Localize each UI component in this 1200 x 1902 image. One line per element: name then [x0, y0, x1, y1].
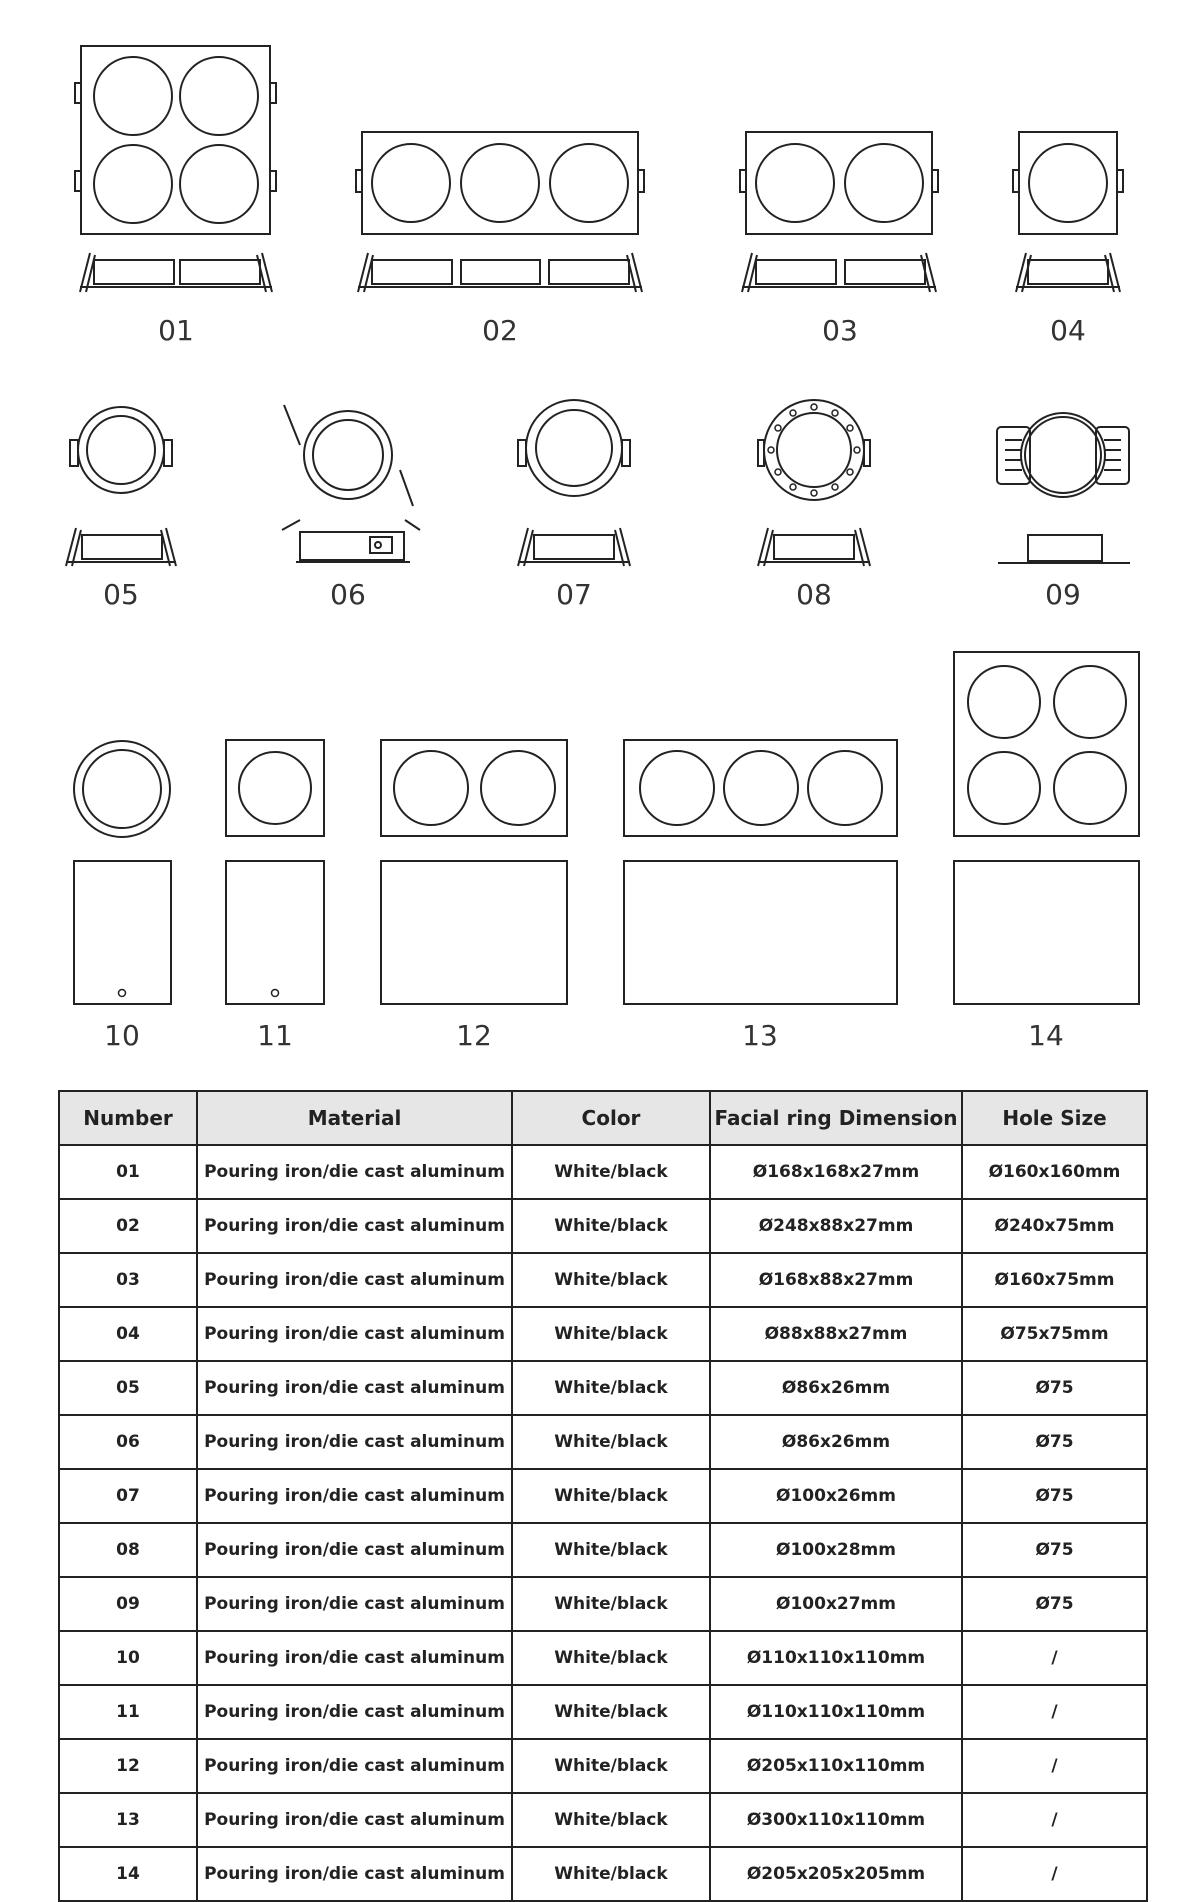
product-05-drawing	[66, 407, 176, 611]
product-label: 08	[796, 578, 832, 611]
cell-hole-size: Ø75	[962, 1469, 1147, 1523]
cell-color: White/black	[512, 1145, 710, 1199]
table-row	[59, 1793, 1147, 1847]
table-row	[59, 1199, 1147, 1253]
table-row	[59, 1361, 1147, 1415]
cell-dimension: Ø110x110x110mm	[710, 1685, 962, 1739]
cell-material: Pouring iron/die cast aluminum	[197, 1739, 512, 1793]
table-row	[59, 1739, 1147, 1793]
product-08-drawing	[758, 400, 870, 611]
cell-dimension: Ø100x28mm	[710, 1523, 962, 1577]
cell-color: White/black	[512, 1253, 710, 1307]
product-label: 07	[556, 578, 592, 611]
cell-material: Pouring iron/die cast aluminum	[197, 1469, 512, 1523]
table-row	[59, 1415, 1147, 1469]
cell-number: 04	[59, 1307, 197, 1361]
cell-number: 07	[59, 1469, 197, 1523]
header-number: Number	[59, 1091, 197, 1145]
cell-dimension: Ø168x88x27mm	[710, 1253, 962, 1307]
cell-dimension: Ø86x26mm	[710, 1361, 962, 1415]
product-label: 10	[104, 1019, 140, 1052]
table-row	[59, 1145, 1147, 1199]
cell-material: Pouring iron/die cast aluminum	[197, 1793, 512, 1847]
product-01-drawing	[75, 46, 276, 347]
cell-dimension: Ø205x110x110mm	[710, 1739, 962, 1793]
cell-color: White/black	[512, 1739, 710, 1793]
table-row	[59, 1631, 1147, 1685]
product-09-drawing	[997, 413, 1130, 611]
cell-material: Pouring iron/die cast aluminum	[197, 1199, 512, 1253]
cell-number: 12	[59, 1739, 197, 1793]
cell-number: 13	[59, 1793, 197, 1847]
cell-color: White/black	[512, 1469, 710, 1523]
cell-material: Pouring iron/die cast aluminum	[197, 1685, 512, 1739]
cell-hole-size: /	[962, 1685, 1147, 1739]
cell-number: 02	[59, 1199, 197, 1253]
cell-hole-size: Ø75	[962, 1361, 1147, 1415]
cell-number: 10	[59, 1631, 197, 1685]
cell-color: White/black	[512, 1577, 710, 1631]
product-label: 05	[103, 578, 139, 611]
product-label: 06	[330, 578, 366, 611]
cell-dimension: Ø205x205x205mm	[710, 1847, 962, 1901]
cell-color: White/black	[512, 1415, 710, 1469]
product-label: 04	[1050, 314, 1086, 347]
cell-material: Pouring iron/die cast aluminum	[197, 1253, 512, 1307]
product-label: 11	[257, 1019, 293, 1052]
product-03-drawing	[740, 132, 938, 347]
cell-dimension: Ø300x110x110mm	[710, 1793, 962, 1847]
cell-material: Pouring iron/die cast aluminum	[197, 1631, 512, 1685]
cell-hole-size: /	[962, 1847, 1147, 1901]
cell-material: Pouring iron/die cast aluminum	[197, 1415, 512, 1469]
cell-dimension: Ø86x26mm	[710, 1415, 962, 1469]
header-hole-size: Hole Size	[962, 1091, 1147, 1145]
product-label: 03	[822, 314, 858, 347]
product-04-drawing	[1013, 132, 1123, 347]
cell-hole-size: Ø75	[962, 1523, 1147, 1577]
product-label: 14	[1028, 1019, 1064, 1052]
cell-material: Pouring iron/die cast aluminum	[197, 1361, 512, 1415]
cell-color: White/black	[512, 1631, 710, 1685]
product-07-drawing	[518, 400, 630, 611]
cell-number: 05	[59, 1361, 197, 1415]
table-row	[59, 1307, 1147, 1361]
product-10-drawing	[74, 741, 171, 1052]
product-12-drawing	[381, 740, 567, 1052]
cell-hole-size: Ø75x75mm	[962, 1307, 1147, 1361]
cell-color: White/black	[512, 1199, 710, 1253]
cell-hole-size: Ø160x75mm	[962, 1253, 1147, 1307]
cell-dimension: Ø248x88x27mm	[710, 1199, 962, 1253]
cell-number: 09	[59, 1577, 197, 1631]
cell-color: White/black	[512, 1523, 710, 1577]
cell-dimension: Ø88x88x27mm	[710, 1307, 962, 1361]
product-06-drawing	[282, 405, 420, 611]
cell-hole-size: /	[962, 1631, 1147, 1685]
cell-hole-size: /	[962, 1793, 1147, 1847]
cell-color: White/black	[512, 1793, 710, 1847]
table-row	[59, 1523, 1147, 1577]
cell-color: White/black	[512, 1685, 710, 1739]
cell-number: 08	[59, 1523, 197, 1577]
product-14-drawing	[954, 652, 1139, 1052]
cell-color: White/black	[512, 1847, 710, 1901]
cell-number: 11	[59, 1685, 197, 1739]
product-13-drawing	[624, 740, 897, 1052]
cell-hole-size: Ø75	[962, 1415, 1147, 1469]
product-02-drawing	[356, 132, 644, 347]
cell-hole-size: Ø75	[962, 1577, 1147, 1631]
cell-material: Pouring iron/die cast aluminum	[197, 1145, 512, 1199]
cell-hole-size: /	[962, 1739, 1147, 1793]
cell-dimension: Ø110x110x110mm	[710, 1631, 962, 1685]
cell-material: Pouring iron/die cast aluminum	[197, 1577, 512, 1631]
table-header-row	[59, 1091, 1147, 1145]
cell-color: White/black	[512, 1361, 710, 1415]
product-11-drawing	[226, 740, 324, 1052]
table-row	[59, 1253, 1147, 1307]
table-row	[59, 1577, 1147, 1631]
cell-number: 06	[59, 1415, 197, 1469]
header-facial-ring-dimension: Facial ring Dimension	[710, 1091, 962, 1145]
product-label: 01	[158, 314, 194, 347]
product-label: 12	[456, 1019, 492, 1052]
spec-table	[58, 1090, 1148, 1902]
table-row	[59, 1469, 1147, 1523]
cell-material: Pouring iron/die cast aluminum	[197, 1847, 512, 1901]
cell-number: 14	[59, 1847, 197, 1901]
cell-hole-size: Ø160x160mm	[962, 1145, 1147, 1199]
product-label: 13	[742, 1019, 778, 1052]
cell-dimension: Ø100x26mm	[710, 1469, 962, 1523]
header-material: Material	[197, 1091, 512, 1145]
table-row	[59, 1847, 1147, 1901]
product-label: 02	[482, 314, 518, 347]
cell-dimension: Ø168x168x27mm	[710, 1145, 962, 1199]
cell-number: 01	[59, 1145, 197, 1199]
table-row	[59, 1685, 1147, 1739]
cell-material: Pouring iron/die cast aluminum	[197, 1307, 512, 1361]
cell-material: Pouring iron/die cast aluminum	[197, 1523, 512, 1577]
header-color: Color	[512, 1091, 710, 1145]
cell-color: White/black	[512, 1307, 710, 1361]
product-label: 09	[1045, 578, 1081, 611]
cell-hole-size: Ø240x75mm	[962, 1199, 1147, 1253]
cell-dimension: Ø100x27mm	[710, 1577, 962, 1631]
cell-number: 03	[59, 1253, 197, 1307]
